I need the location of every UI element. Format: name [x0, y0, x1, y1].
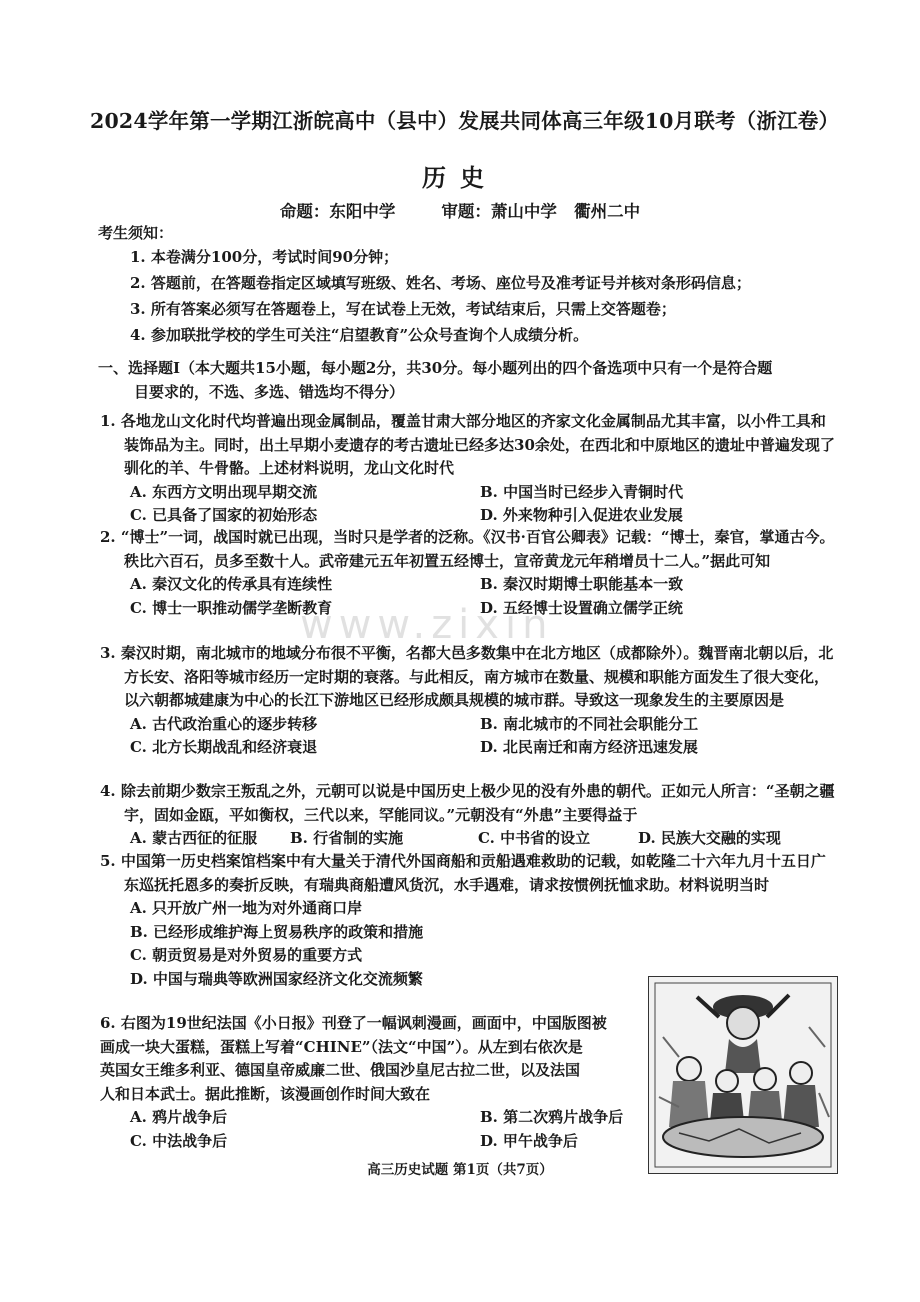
question-6	[100, 1012, 640, 1153]
exam-title: 2024学年第一学期江浙皖高中（县中）发展共同体高三年级10月联考（浙江卷）	[90, 109, 840, 133]
option-d: D. 中国与瑞典等欧洲国家经济文化交流频繁	[130, 969, 423, 988]
question-options	[100, 827, 840, 851]
section-line-1: 一、选择题Ⅰ（本大题共15小题，每小题2分，共30分。每小题列出的四个备选项中只有一个是符合题	[98, 359, 773, 377]
watermark: www.zixin	[300, 602, 554, 648]
question-options	[100, 713, 840, 760]
notice-item: 1. 本卷满分100分，考试时间90分钟；	[130, 248, 399, 266]
question-stem: 4. 除去前期少数宗王叛乱之外，元朝可以说是中国历史上极少见的没有外患的朝代。正如元人所言：“圣朝之疆宇，固如金瓯，平如衡权，三代以来，罕能同议。”元朝没有“外患”主要得益于	[100, 782, 835, 824]
option-c: C. 博士一职推动儒学垄断教育	[130, 598, 333, 617]
question-stem: 1. 各地龙山文化时代均普遍出现金属制品，覆盖甘肃大部分地区的齐家文化金属制品尤其丰富，以小件工具和装饰品为主。同时，出土早期小麦遗存的考古遗址已经多达30余处，在西北和中原地区的遗址中普遍发现了驯化的羊、牛骨骼。上述材料说明，龙山文化时代	[100, 412, 835, 477]
option-a: A. 东西方文明出现早期交流	[130, 482, 318, 501]
question-stem: 5. 中国第一历史档案馆档案中有大量关于清代外国商船和贡船遇难救助的记载，如乾隆二十六年九月十五日广东巡抚托恩多的奏折反映，有瑞典商船遭风货沉，水手遇难，请求按惯例抚恤求助。材料说明当时	[100, 852, 826, 894]
notice-title: 考生须知：	[98, 224, 174, 242]
question-4	[100, 780, 840, 851]
stem-line: 画成一块大蛋糕，蛋糕上写着“CHINE”（法文“中国”）。从左到右依次是	[100, 1037, 583, 1056]
subject-title: 历史	[422, 163, 498, 192]
question-5	[100, 850, 840, 991]
stem-line: 6. 右图为19世纪法国《小日报》刊登了一幅讽刺漫画，画面中，中国版图被	[100, 1014, 607, 1032]
option-a: A. 蒙古西征的征服	[130, 829, 258, 847]
option-c: C. 北方长期战乱和经济衰退	[130, 738, 318, 756]
question-options	[100, 481, 840, 528]
option-d: D. 北民南迁和南方经济迅速发展	[480, 738, 698, 756]
option-c: C. 中书省的设立	[478, 829, 591, 847]
question-3	[100, 642, 840, 760]
option-c: C. 中法战争后	[130, 1131, 228, 1150]
option-a: A. 鸦片战争后	[130, 1108, 228, 1126]
option-c: C. 已具备了国家的初始形态	[130, 506, 318, 524]
option-d: D. 外来物种引入促进农业发展	[480, 506, 683, 524]
notice-item: 3. 所有答案必须写在答题卷上，写在试卷上无效，考试结束后，只需上交答题卷；	[130, 300, 676, 318]
question-stem	[100, 1012, 640, 1106]
option-d: D. 甲午战争后	[480, 1131, 578, 1150]
option-d: D. 五经博士设置确立儒学正统	[480, 598, 683, 617]
stem-line: 人和日本武士。据此推断，该漫画创作时间大致在	[100, 1084, 431, 1103]
authors-line: 命题：东阳中学 审题：萧山中学 衢州二中	[279, 202, 641, 221]
option-b: B. 已经形成维护海上贸易秩序的政策和措施	[130, 922, 424, 941]
page-footer: 高三历史试题 第1页（共7页）	[367, 1162, 553, 1178]
option-b: B. 第二次鸦片战争后	[480, 1108, 624, 1126]
option-a: A. 秦汉文化的传承具有连续性	[130, 575, 333, 593]
option-b: B. 行省制的实施	[290, 829, 404, 847]
satirical-cartoon-image	[648, 976, 838, 1174]
question-stem: 2. “博士”一词，战国时就已出现，当时只是学者的泛称。《汉书·百官公卿表》记载：“博士，秦官，掌通古今。秩比六百石，员多至数十人。武帝建元五年初置五经博士，宣帝黄龙元年稍增员十二人。”据此可知	[100, 528, 835, 570]
section-line-2: 目要求的，不选、多选、错选均不得分）	[134, 383, 405, 401]
option-c: C. 朝贡贸易是对外贸易的重要方式	[130, 946, 363, 964]
option-b: B. 秦汉时期博士职能基本一致	[480, 575, 684, 593]
question-stem: 3. 秦汉时期，南北城市的地域分布很不平衡，名都大邑多数集中在北方地区（成都除外）。魏晋南北朝以后，北方长安、洛阳等城市经历一定时期的衰落。与此相反，南方城市在数量、规模和职能方面发生了很大变化，以六朝都城建康为中心的长江下游地区已经形成颇具规模的城市群。导致这一现象发生的主要原因是	[100, 644, 834, 709]
option-a: A. 古代政治重心的逐步转移	[130, 714, 318, 733]
notice-item: 2. 答题前，在答题卷指定区域填写班级、姓名、考场、座位号及准考证号并核对条形码信息；	[130, 274, 751, 292]
option-b: B. 南北城市的不同社会职能分工	[480, 714, 699, 733]
notice-list	[130, 244, 830, 348]
question-options	[100, 1106, 640, 1153]
option-a: A. 只开放广州一地为对外通商口岸	[130, 899, 363, 917]
option-d: D. 民族大交融的实现	[638, 829, 781, 847]
option-b: B. 中国当时已经步入青铜时代	[480, 482, 684, 501]
section-heading	[98, 356, 838, 404]
question-1	[100, 410, 840, 528]
notice-item: 4. 参加联批学校的学生可关注“启望教育”公众号查询个人成绩分析。	[130, 326, 589, 344]
stem-line: 英国女王维多利亚、德国皇帝威廉二世、俄国沙皇尼古拉二世，以及法国	[100, 1061, 581, 1079]
